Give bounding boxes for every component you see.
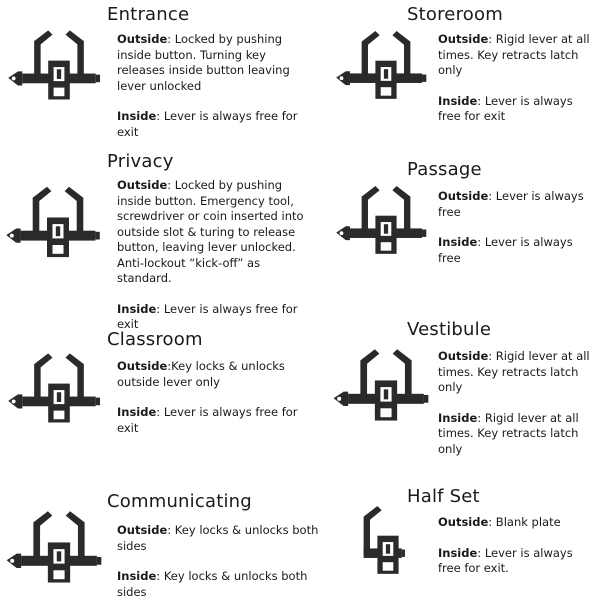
outside-text: : Locked by pushing inside button. Turning key releases inside button leaving lever unlocked xyxy=(117,32,290,93)
entry-description xyxy=(438,32,598,125)
outside-text: : Lever is always free xyxy=(438,189,584,219)
outside-text: : Rigid lever at all times. Key retracts latch only xyxy=(438,32,590,77)
inside-label: Inside xyxy=(438,235,478,249)
entry-title: Communicating xyxy=(107,491,252,512)
outside-text: : Key locks & unlocks both sides xyxy=(117,523,319,553)
outside-text: :Key locks & unlocks outside lever only xyxy=(117,359,285,389)
inside-label: Inside xyxy=(438,410,478,425)
outside-label: Outside xyxy=(438,189,489,203)
outside-text: : Rigid lever at all times. Key retracts latch only xyxy=(438,349,590,394)
inside-text: : Lever is always free for exit. xyxy=(438,545,573,575)
inside-label: Inside xyxy=(117,569,157,583)
inside-text: : Lever is always free xyxy=(438,235,573,265)
outside-label: Outside xyxy=(117,32,168,46)
entry-description xyxy=(438,515,598,577)
entry-title: Passage xyxy=(407,159,482,180)
inside-text: : Lever is always free for exit xyxy=(117,301,298,331)
outside-label: Outside xyxy=(117,359,168,373)
inside-label: Inside xyxy=(438,545,478,560)
inside-label: Inside xyxy=(117,109,157,123)
outside-text: : Blank plate xyxy=(488,515,561,529)
inside-text: : Rigid lever at all times. Key retracts latch only xyxy=(438,410,579,456)
outside-label: Outside xyxy=(117,178,168,192)
entry-title: Storeroom xyxy=(407,4,503,25)
outside-label: Outside xyxy=(438,349,489,363)
entry-description xyxy=(117,523,322,600)
entry-description xyxy=(117,178,317,333)
entry-title: Entrance xyxy=(107,4,190,25)
outside-label: Outside xyxy=(117,523,168,537)
inside-text: : Lever is always free for exit xyxy=(438,93,573,123)
entry-title: Half Set xyxy=(407,486,480,507)
entry-title: Classroom xyxy=(107,329,203,350)
entry-description xyxy=(438,349,598,457)
full-lever-lockset-keyed-icon xyxy=(5,351,113,427)
inside-label: Inside xyxy=(117,405,157,419)
inside-label: Inside xyxy=(117,301,157,316)
entry-description xyxy=(438,189,598,266)
entry-description xyxy=(117,32,317,140)
entry-description xyxy=(117,359,317,436)
inside-label: Inside xyxy=(438,93,478,108)
full-lever-lockset-double-keyed-icon xyxy=(3,509,115,587)
outside-label: Outside xyxy=(438,515,489,529)
entry-title: Privacy xyxy=(107,151,174,172)
full-lever-lockset-keyed-icon xyxy=(5,28,113,104)
full-lever-lockset-privacy-icon xyxy=(3,183,113,263)
half-lever-set-icon xyxy=(335,503,441,579)
outside-text: : Locked by pushing inside button. Emergency tool, screwdriver or coin inserted into outside slot & turing to release button, leaving lever unlocked. Anti-lockout “kick-off” as standard. xyxy=(117,178,304,285)
inside-text: : Key locks & unlocks both sides xyxy=(117,569,308,599)
entry-title: Vestibule xyxy=(407,319,492,340)
full-lever-lockset-keyed-icon xyxy=(333,28,439,104)
inside-text: : Lever is always free for exit xyxy=(117,405,298,435)
full-lever-lockset-double-keyed-icon xyxy=(330,347,442,425)
inside-text: : Lever is always free for exit xyxy=(117,109,298,139)
full-lever-lockset-passage-icon xyxy=(333,183,439,259)
outside-label: Outside xyxy=(438,32,489,46)
